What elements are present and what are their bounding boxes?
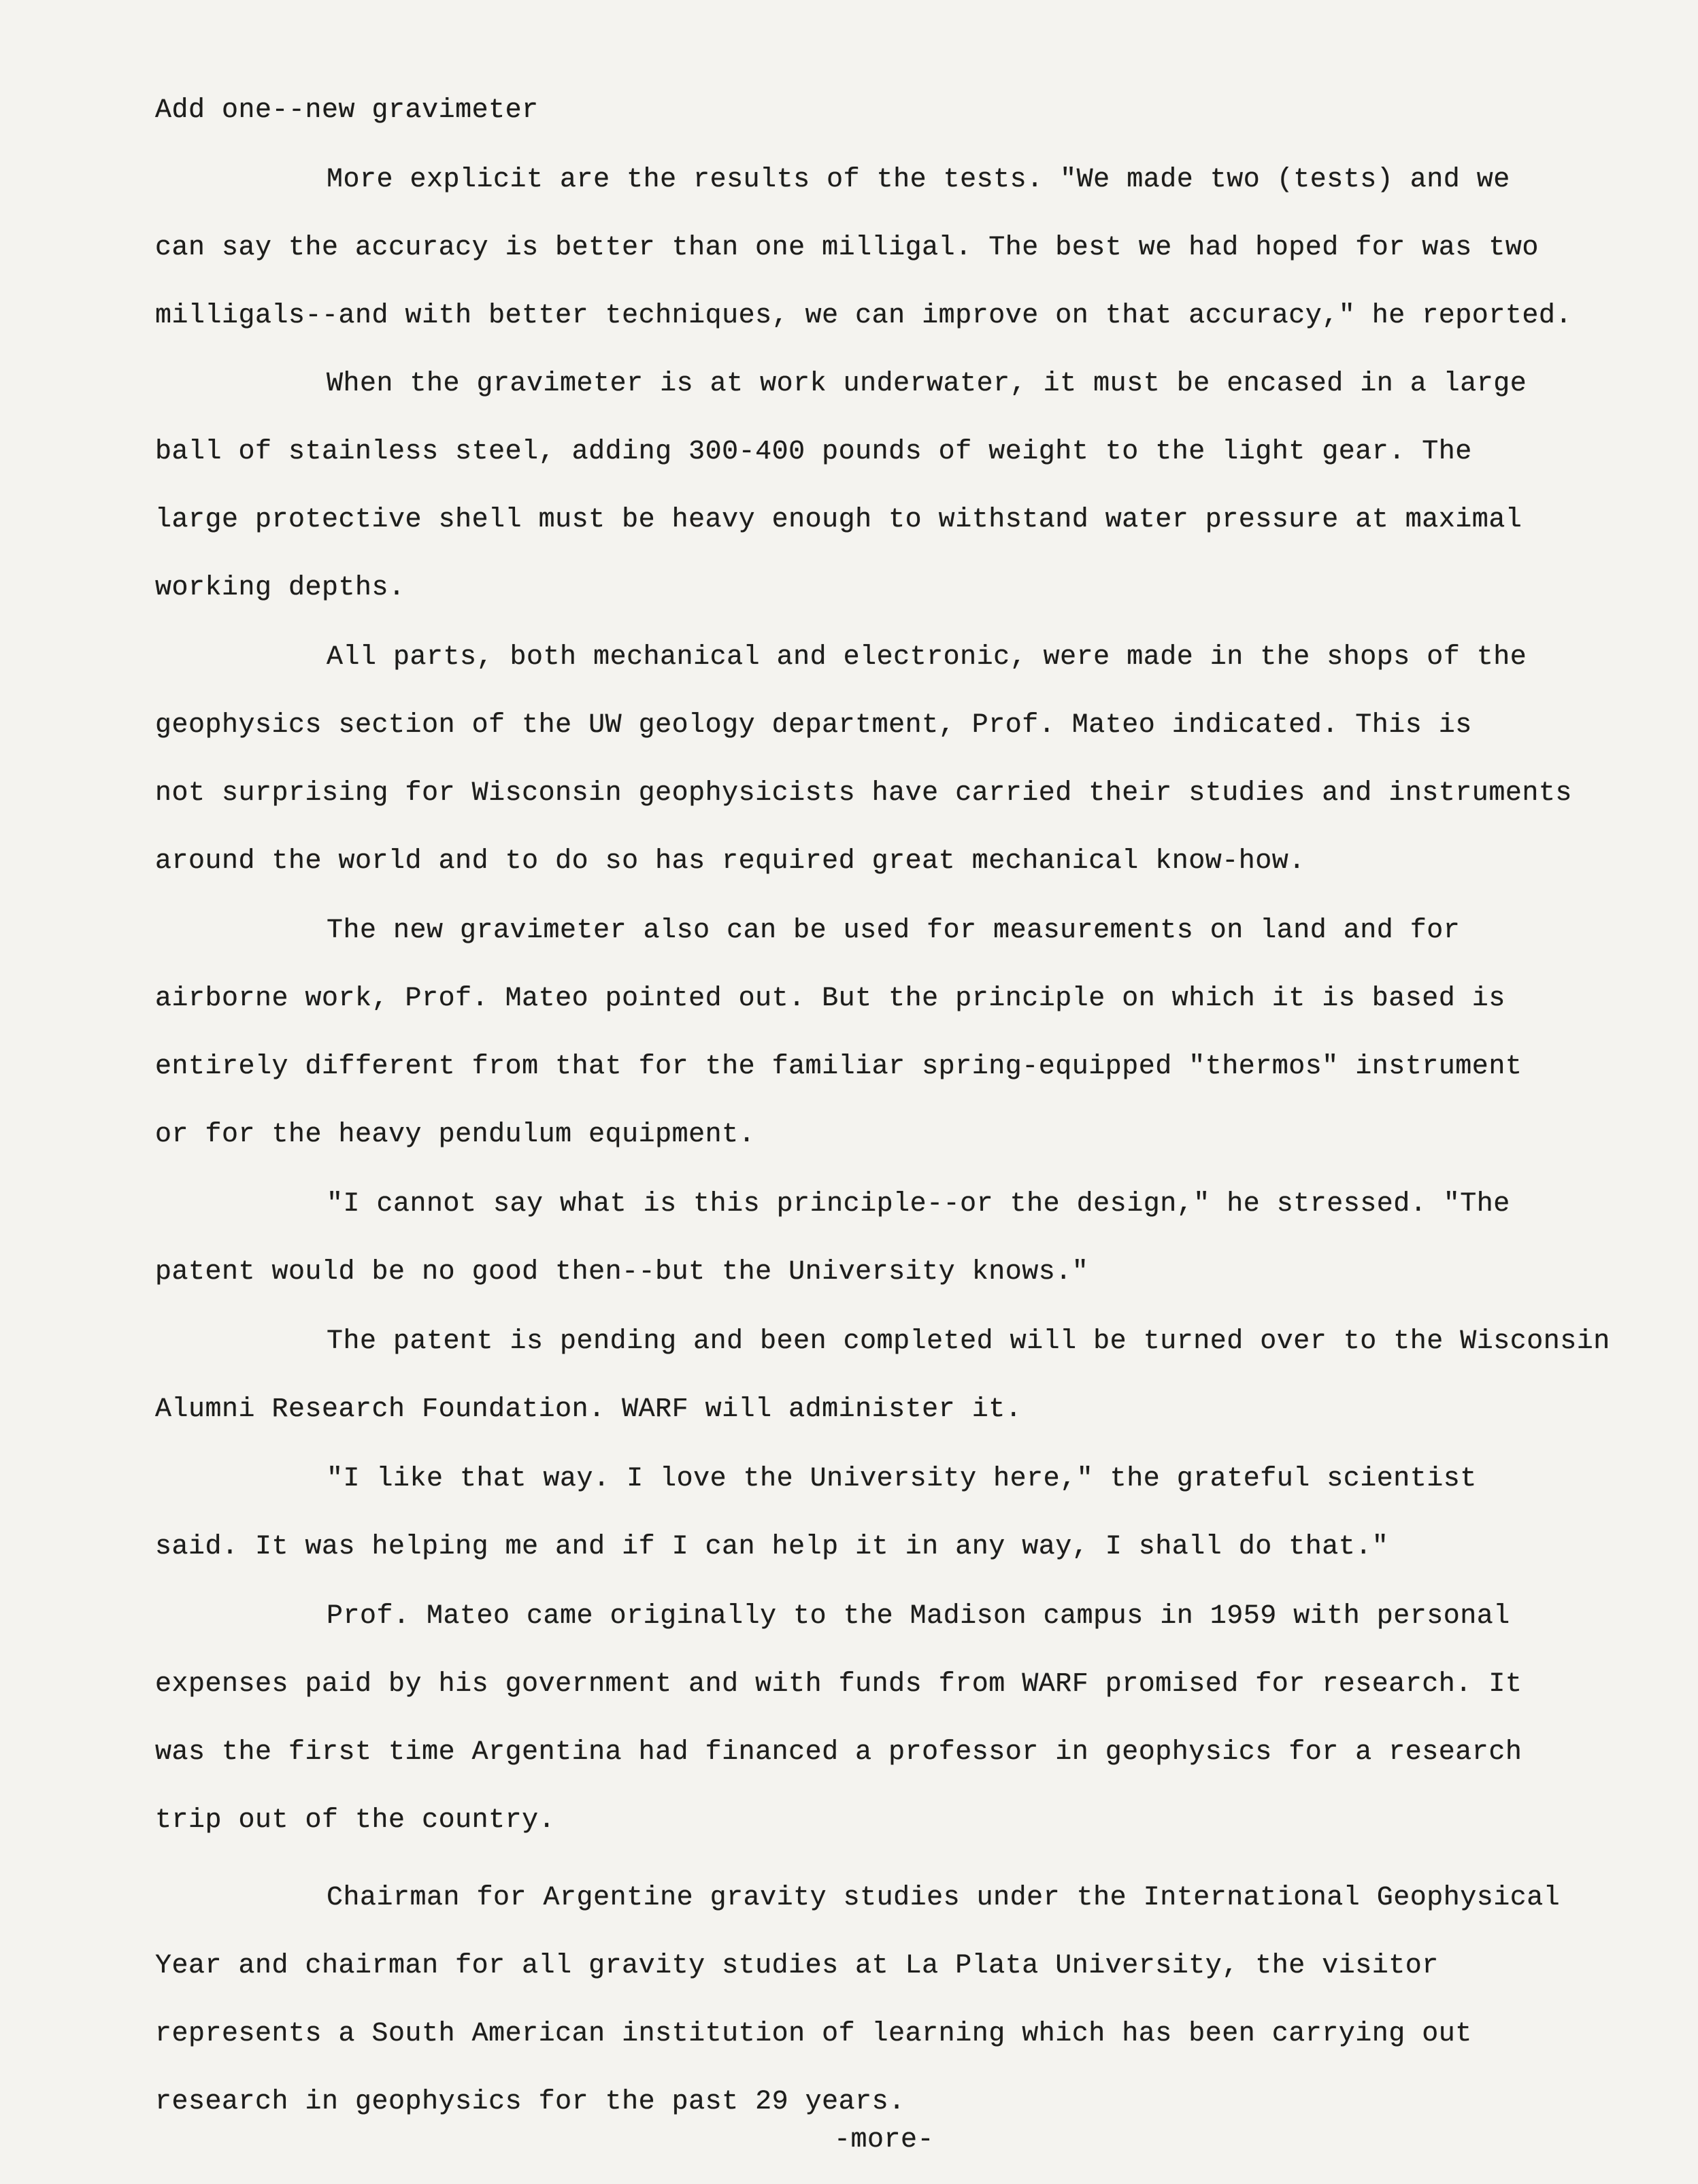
paragraph-3-line-4: around the world and to do so has required great mechanical know-how. — [155, 846, 1305, 877]
paragraph-4-line-2: airborne work, Prof. Mateo pointed out. But the principle on which it is based is — [155, 984, 1505, 1014]
paragraph-8-line-4: trip out of the country. — [155, 1805, 556, 1836]
paragraph-7-line-1: "I like that way. I love the University here," the grateful scientist — [327, 1464, 1477, 1494]
paragraph-7-line-2: said. It was helping me and if I can help it in any way, I shall do that." — [155, 1532, 1389, 1562]
paragraph-3-line-1: All parts, both mechanical and electronic, were made in the shops of the — [327, 642, 1527, 673]
paragraph-1-line-1: More explicit are the results of the tests. "We made two (tests) and we — [327, 165, 1510, 195]
paragraph-4-line-1: The new gravimeter also can be used for measurements on land and for — [327, 915, 1461, 946]
page-header: Add one--new gravimeter — [155, 95, 539, 126]
paragraph-2-line-3: large protective shell must be heavy enough to withstand water pressure at maximal — [155, 505, 1522, 535]
paragraph-4-line-3: entirely different from that for the familiar spring-equipped "thermos" instrument — [155, 1052, 1522, 1082]
paragraph-1-line-2: can say the accuracy is better than one milligal. The best we had hoped for was two — [155, 233, 1539, 263]
paragraph-6-line-2: Alumni Research Foundation. WARF will administer it. — [155, 1394, 1022, 1425]
paragraph-8-line-1: Prof. Mateo came originally to the Madison campus in 1959 with personal — [327, 1601, 1510, 1632]
paragraph-2-line-2: ball of stainless steel, adding 300-400 pounds of weight to the light gear. The — [155, 437, 1472, 467]
paragraph-1-line-3: milligals--and with better techniques, we can improve on that accuracy," he reported. — [155, 301, 1572, 331]
paragraph-3-line-2: geophysics section of the UW geology department, Prof. Mateo indicated. This is — [155, 710, 1472, 741]
paragraph-6-line-1: The patent is pending and been completed will be turned over to the Wisconsin — [327, 1326, 1610, 1357]
paragraph-4-line-4: or for the heavy pendulum equipment. — [155, 1120, 756, 1150]
paragraph-9-line-4: research in geophysics for the past 29 years. — [155, 2087, 905, 2117]
paragraph-8-line-3: was the first time Argentina had financed a professor in geophysics for a research — [155, 1737, 1522, 1768]
paragraph-5-line-1: "I cannot say what is this principle--or the design," he stressed. "The — [327, 1189, 1510, 1220]
paragraph-5-line-2: patent would be no good then--but the University knows." — [155, 1257, 1089, 1288]
paragraph-9-line-3: represents a South American institution of learning which has been carrying out — [155, 2019, 1472, 2049]
paragraph-3-line-3: not surprising for Wisconsin geophysicists have carried their studies and instruments — [155, 778, 1572, 809]
paragraph-2-line-1: When the gravimeter is at work underwater, it must be encased in a large — [327, 369, 1527, 399]
paragraph-9-line-2: Year and chairman for all gravity studies at La Plata University, the visitor — [155, 1951, 1439, 1981]
continuation-marker: -more- — [834, 2125, 935, 2155]
paragraph-8-line-2: expenses paid by his government and with funds from WARF promised for research. It — [155, 1669, 1522, 1700]
paragraph-2-line-4: working depths. — [155, 573, 405, 603]
paragraph-9-line-1: Chairman for Argentine gravity studies under the International Geophysical — [327, 1883, 1561, 1913]
